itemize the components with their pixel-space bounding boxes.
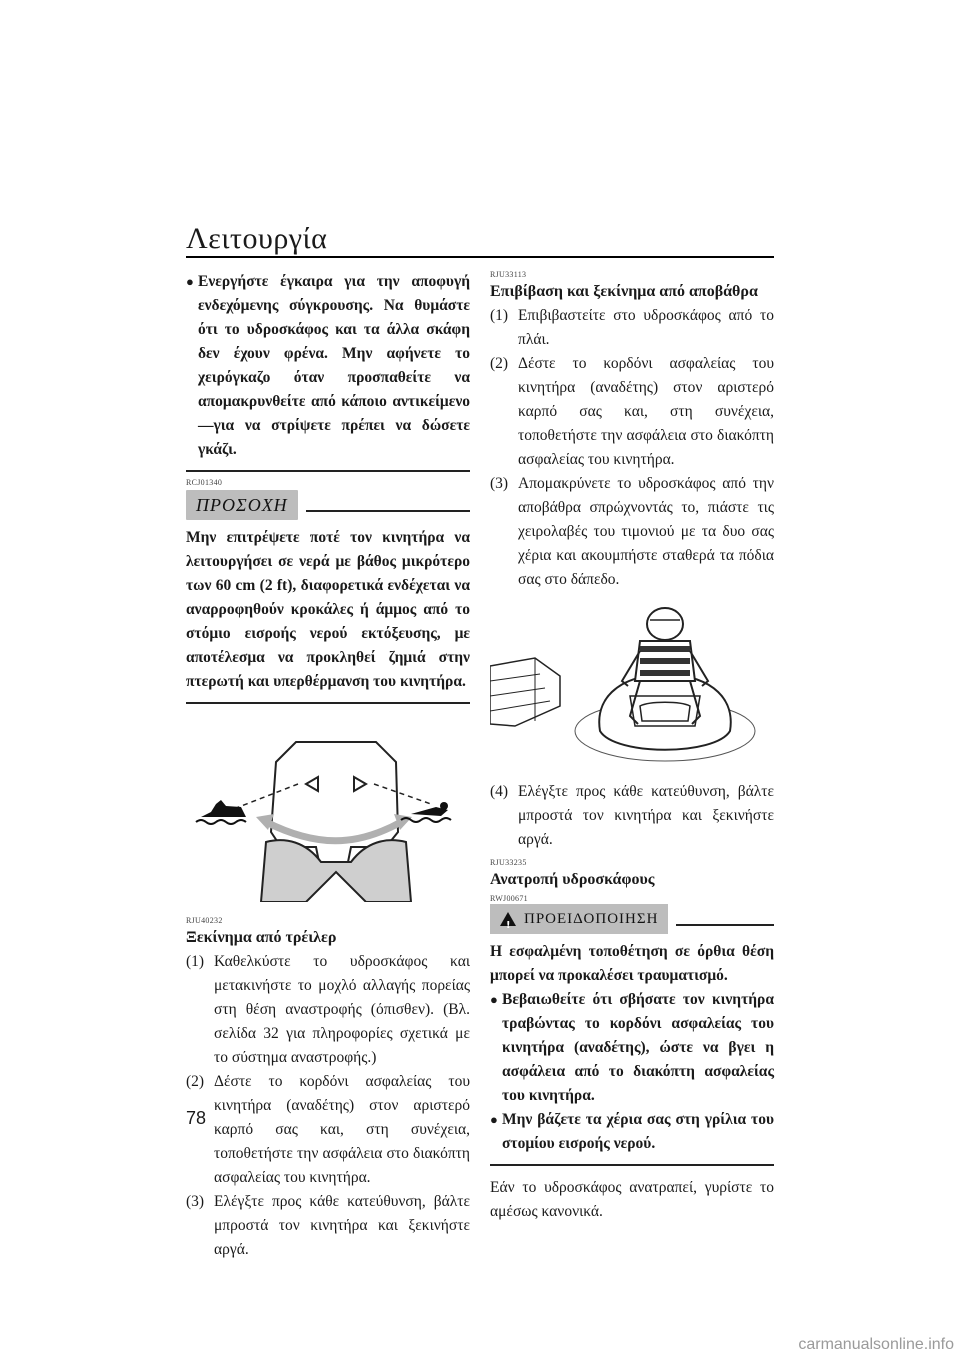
title-rule — [186, 256, 774, 258]
caution-text: Μην επιτρέψετε ποτέ τον κινητήρα να λειτουργήσει σε νερά με βάθος μικρότερο των 60 cm (2 ft), διαφορετικά ενδέχεται να αναρροφηθούν κροκάλες ή άμμος από το στόμιο εισροής νερού εκτόξευσης, με αποτέλεσμα να προκληθεί ζημιά στην πτερωτή και υπερθέρμανση του κινητήρα. — [186, 529, 470, 690]
list-item — [490, 304, 774, 352]
bullet-dot-icon: ● — [490, 1112, 498, 1127]
bullet-dot-icon: ● — [186, 274, 194, 289]
step-text: Επιβιβαστείτε στο υδροσκάφος από το πλάι. — [518, 307, 774, 348]
step-text: Απομακρύνετε το υδροσκάφος από την αποβάθρα σπρώχνοντάς το, πιάστε τις χειρολαβές του τιμονιού με τα δυο σας χέρια και ακουμπήστε σταθερά τα πόδια σας στο δάπεδο. — [518, 475, 774, 588]
section-title: Ανατροπή υδροσκάφους — [490, 871, 655, 888]
section-title: Επιβίβαση και ξεκίνημα από αποβάθρα — [490, 283, 758, 300]
bullet-item — [490, 1108, 774, 1156]
divider — [186, 470, 470, 472]
bullet-item — [186, 270, 470, 462]
list-item — [490, 780, 774, 852]
bullet-text: Μην βάζετε τα χέρια σας στη γρίλια του στομίου εισροής νερού. — [502, 1111, 774, 1152]
step-number: (1) — [186, 953, 205, 970]
list-item — [490, 352, 774, 472]
list-item — [186, 1070, 470, 1190]
page-title: Λειτουργία — [186, 222, 328, 255]
step-text: Δέστε το κορδόνι ασφαλείας του κινητήρα (αναδέτης) στον αριστερό καρπό σας και, στη συνέχεια, τοποθετήστε την ασφάλεια στο διακόπτη ασφαλείας του κινητήρα. — [518, 355, 774, 468]
list-item — [186, 950, 470, 1070]
step-text: Ελέγξτε προς κάθε κατεύθυνση, βάλτε μπροστά τον κινητήρα και ξεκινήστε αργά. — [214, 1193, 470, 1258]
warning-code: RWJ00671 — [490, 894, 528, 903]
step-text: Δέστε το κορδόνι ασφαλείας του κινητήρα (αναδέτης) στον αριστερό καρπό σας και, στη συνέχεια, τοποθετήστε την ασφάλεια στο διακόπτη ασφαλείας του κινητήρα. — [214, 1073, 470, 1186]
divider — [490, 1164, 774, 1166]
page-number: 78 — [186, 1108, 207, 1128]
steps-list — [186, 950, 470, 1262]
warning-label: ΠΡΟΕΙΔΟΠΟΙΗΣΗ — [524, 911, 659, 927]
list-item — [490, 472, 774, 592]
step-number: (3) — [186, 1193, 205, 1210]
caution-header-line — [306, 510, 470, 512]
bullet-text: Ενεργήστε έγκαιρα για την αποφυγή ενδεχόμενης σύγκρουσης. Να θυμάστε ότι το υδροσκάφος και τα άλλα σκάφη δεν έχουν φρένα. Μην αφήνετε το χειρόγκαζο όταν προσπαθείτε να απομακρυνθείτε από κάποιο αντικείμενο—για να στρίψετε πρέπει να δώσετε γκάζι. — [198, 273, 470, 458]
caution-header — [186, 490, 470, 520]
bullet-item — [490, 988, 774, 1108]
step-number: (4) — [490, 783, 509, 800]
caution-badge: ΠΡΟΣΟΧΗ — [186, 490, 298, 520]
section-title: Ξεκίνημα από τρέιλερ — [186, 929, 337, 946]
bullet-dot-icon: ● — [490, 992, 498, 1007]
left-column — [186, 270, 470, 1262]
bullet-text: Βεβαιωθείτε ότι σβήσατε τον κινητήρα τραβώντας το κορδόνι ασφαλείας του κινητήρα (αναδέτης), ώστε να βγει η ασφάλεια από το διακόπτη ασφαλείας του κινητήρα. — [502, 991, 774, 1104]
section-code: RJU33235 — [490, 858, 527, 867]
step-text: Καθελκύστε το υδροσκάφος και μετακινήστε το μοχλό αλλαγής πορείας στη θέση αναστροφής (όπισθεν). (Βλ. σελίδα 32 για πληροφορίες σχετικά με το σύστημα αναστροφής.) — [214, 953, 470, 1066]
warning-header — [490, 904, 774, 934]
step-number: (2) — [490, 355, 509, 372]
warning-triangle-icon: ! — [500, 912, 516, 926]
caution-code: RCJ01340 — [186, 478, 223, 487]
step-number: (3) — [490, 475, 509, 492]
dock-boarding-illustration — [490, 606, 774, 766]
list-item — [186, 1190, 470, 1262]
warning-text: Η εσφαλμένη τοποθέτηση σε όρθια θέση μπορεί να προκαλέσει τραυματισμό. — [490, 943, 774, 984]
divider — [186, 702, 470, 704]
warning-badge — [490, 904, 668, 934]
section-code: RJU33113 — [490, 270, 527, 279]
step-number: (2) — [186, 1073, 205, 1090]
step-number: (1) — [490, 307, 509, 324]
look-both-ways-illustration — [186, 722, 470, 902]
step-text: Ελέγξτε προς κάθε κατεύθυνση, βάλτε μπροστά τον κινητήρα και ξεκινήστε αργά. — [518, 783, 774, 848]
steps-list — [490, 304, 774, 592]
warning-header-line — [676, 924, 774, 926]
section-code: RJU40232 — [186, 916, 223, 925]
closing-text: Εάν το υδροσκάφος ανατραπεί, γυρίστε το αμέσως κανονικά. — [490, 1179, 774, 1220]
right-column — [490, 270, 774, 1224]
footer-watermark[interactable]: carmanualsonline.info — [798, 1336, 954, 1353]
